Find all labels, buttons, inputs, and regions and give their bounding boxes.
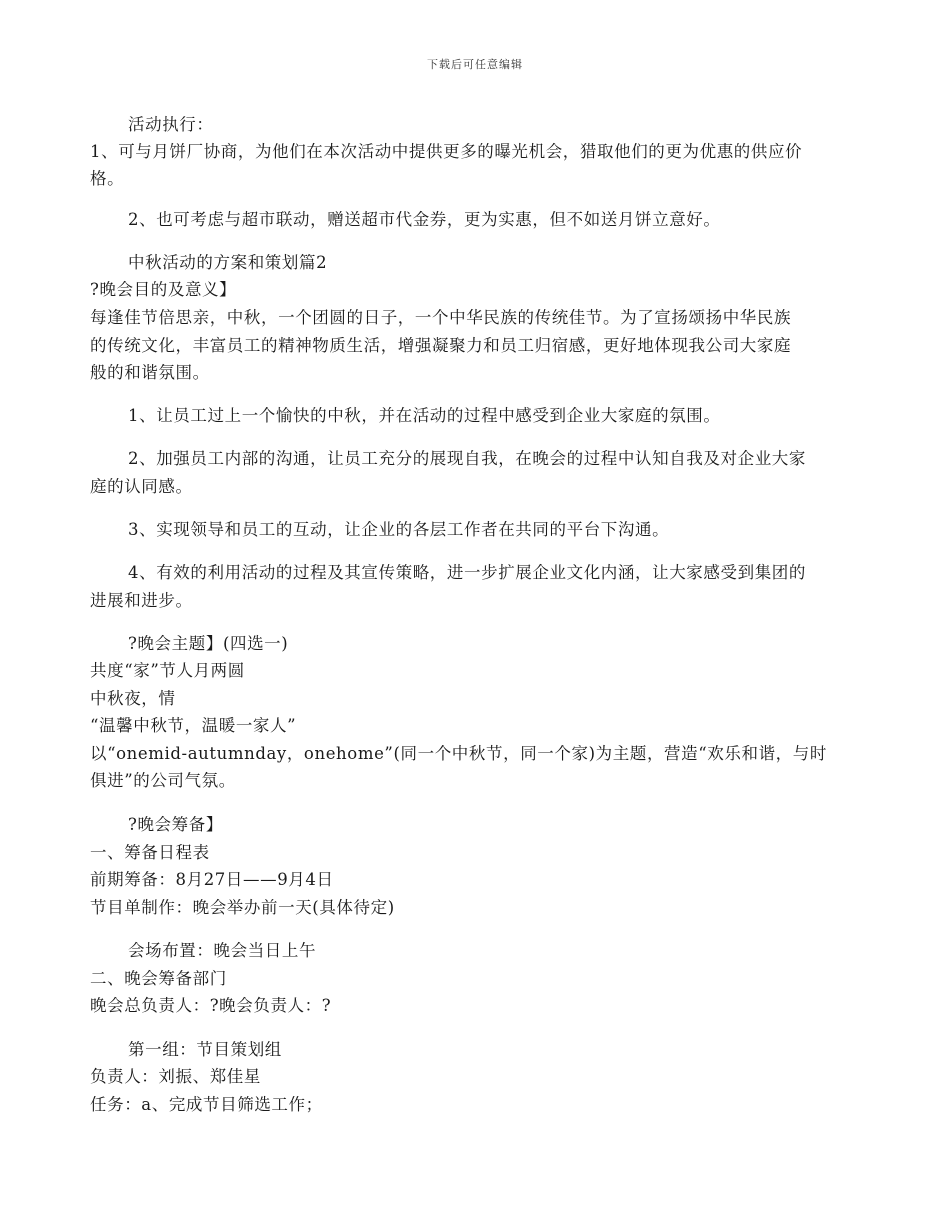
text-line: 第一组：节目策划组 [128,1040,282,1059]
text-line: ?晚会主题】(四选一) [128,634,289,653]
text-line: 一、筹备日程表 [90,843,210,862]
text-line: 2、加强员工内部的沟通，让员工充分的展现自我，在晚会的过程中认知自我及对企业大家 [128,449,806,468]
text-line: 会场布置：晚会当日上午 [128,941,317,960]
text-line: 3、实现领导和员工的互动，让企业的各层工作者在共同的平台下沟通。 [128,520,670,539]
text-line: 负责人：刘振、郑佳星 [90,1067,261,1086]
text-line: 活动执行： [128,115,214,134]
text-line: 般的和谐氛围。 [90,363,210,382]
text-line: 节目单制作：晚会举办前一天(具体待定) [90,898,395,917]
text-line: 俱进”的公司气氛。 [90,771,236,790]
text-line: 1、可与月饼厂协商，为他们在本次活动中提供更多的曝光机会，猎取他们的更为优惠的供应价 [90,142,803,161]
text-line: ?晚会目的及意义】 [90,280,237,299]
text-line: 2、也可考虑与超市联动，赠送超市代金券，更为实惠，但不如送月饼立意好。 [128,210,721,229]
text-line: 以“onemid-autumnday，onehome”(同一个中秋节，同一个家)为主题，营造“欢乐和谐，与时 [90,744,827,763]
text-line: 任务：a、完成节目筛选工作； [90,1095,323,1114]
text-line: 庭的认同感。 [90,477,193,496]
text-line: 共度“家”节人月两圆 [90,661,245,680]
text-line: “温馨中秋节，温暖一家人” [90,716,297,735]
text-line: 每逢佳节倍思亲，中秋，一个团圆的日子，一个中华民族的传统佳节。为了宣扬颂扬中华民族 [90,308,792,327]
text-line: 晚会总负责人：?晚会负责人：? [90,996,332,1015]
text-line: ?晚会筹备】 [128,815,223,834]
text-line: 的传统文化，丰富员工的精神物质生活，增强凝聚力和员工归宿感，更好地体现我公司大家庭 [90,336,792,355]
text-line: 中秋夜，情 [90,689,176,708]
text-line: 进展和进步。 [90,591,193,610]
text-line: 格。 [90,169,125,188]
text-line: 二、晚会筹备部门 [90,969,227,988]
text-line: 中秋活动的方案和策划篇2 [128,253,328,272]
text-line: 前期筹备：8月27日——9月4日 [90,870,334,889]
text-line: 4、有效的利用活动的过程及其宣传策略，进一步扩展企业文化内涵，让大家感受到集团的 [128,563,806,582]
page-header: 下载后可任意编辑 [427,58,523,71]
text-line: 1、让员工过上一个愉快的中秋，并在活动的过程中感受到企业大家庭的氛围。 [128,406,721,425]
